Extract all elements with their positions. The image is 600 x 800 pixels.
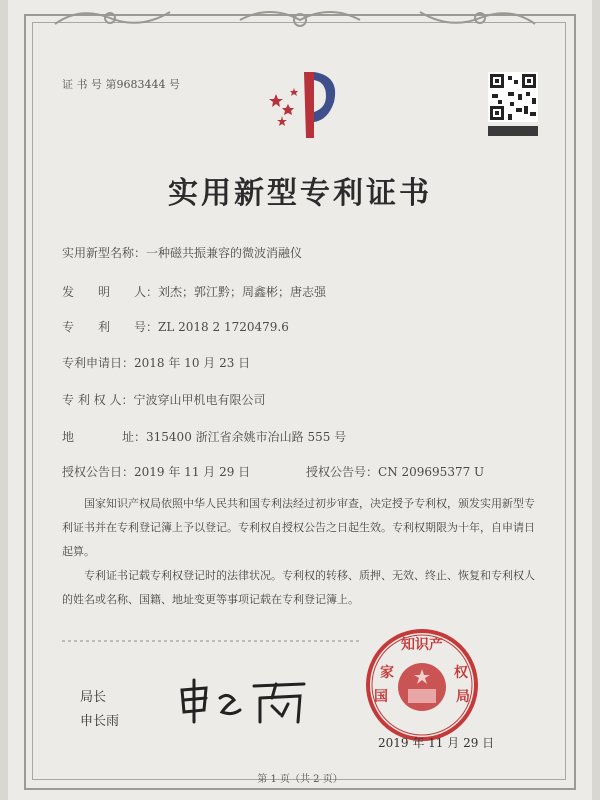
director-title: 局长 — [80, 690, 107, 705]
utility-model-name-row — [62, 244, 302, 261]
svg-text:家: 家 — [380, 665, 394, 681]
field-label: 专利申请日： — [62, 356, 135, 370]
field-value: 宁波穿山甲机电有限公司 — [133, 393, 266, 407]
svg-text:知识产: 知识产 — [401, 637, 443, 653]
svg-text:国: 国 — [374, 689, 388, 705]
field-label: 地 址： — [62, 430, 147, 444]
field-value: 2018 年 10 月 23 日 — [134, 356, 251, 370]
seal-date: 2019 年 11 月 29 日 — [378, 736, 495, 750]
field-label: 授权公告号： — [306, 465, 379, 479]
field-value: CN 209695377 U — [378, 465, 485, 479]
certificate-number: 证 书 号 第9683444 号 — [62, 78, 180, 91]
field-label: 专 利 号： — [62, 320, 159, 334]
svg-text:权: 权 — [454, 665, 468, 681]
cnipa-emblem-icon — [262, 66, 342, 146]
director-signature — [176, 676, 316, 726]
ornament-right — [410, 4, 540, 32]
field-value: 2019 年 11 月 29 日 — [134, 465, 251, 479]
ornament-left — [50, 4, 180, 32]
official-seal — [358, 625, 486, 743]
statement-paragraph-1: 国家知识产权局依照中华人民共和国专利法经过初步审查，决定授予专利权，颁发实用新型专利证书并在专利登记簿上予以登记。专利权自授权公告之日起生效。专利权期限为十年，自申请日起算。 — [62, 497, 535, 558]
ornament-center — [230, 4, 370, 32]
director-name: 申长雨 — [80, 714, 120, 729]
field-value: 一种磁共振兼容的微波消融仪 — [146, 246, 303, 260]
grant-number-row — [306, 463, 484, 480]
field-label: 实用新型名称： — [62, 246, 147, 260]
field-value: 315400 浙江省余姚市冶山路 555 号 — [146, 430, 347, 444]
field-value: 刘杰；郭江黔；周鑫彬；唐志强 — [158, 285, 327, 299]
page-number: 第 1 页（共 2 页） — [257, 774, 343, 785]
grant-date-row — [62, 463, 250, 480]
certificate-statement — [62, 492, 540, 612]
patentee-row — [62, 391, 265, 408]
patent-number-row — [62, 318, 289, 335]
inventors-row — [62, 283, 326, 300]
filing-date-row — [62, 354, 250, 371]
address-row — [62, 428, 346, 445]
statement-paragraph-2: 专利证书记载专利权登记时的法律状况。专利权的转移、质押、无效、终止、恢复和专利权人的姓名或名称、国籍、地址变更等事项记载在专利登记簿上。 — [62, 569, 535, 606]
dashed-divider — [62, 636, 362, 646]
svg-text:局: 局 — [456, 689, 470, 705]
field-label: 授权公告日： — [62, 465, 135, 479]
field-label: 发 明 人： — [62, 285, 159, 299]
field-label: 专 利 权 人： — [62, 393, 134, 407]
field-value: ZL 2018 2 1720479.6 — [158, 320, 289, 334]
qr-code-icon — [488, 72, 538, 136]
certificate-title: 实用新型专利证书 — [168, 176, 432, 211]
